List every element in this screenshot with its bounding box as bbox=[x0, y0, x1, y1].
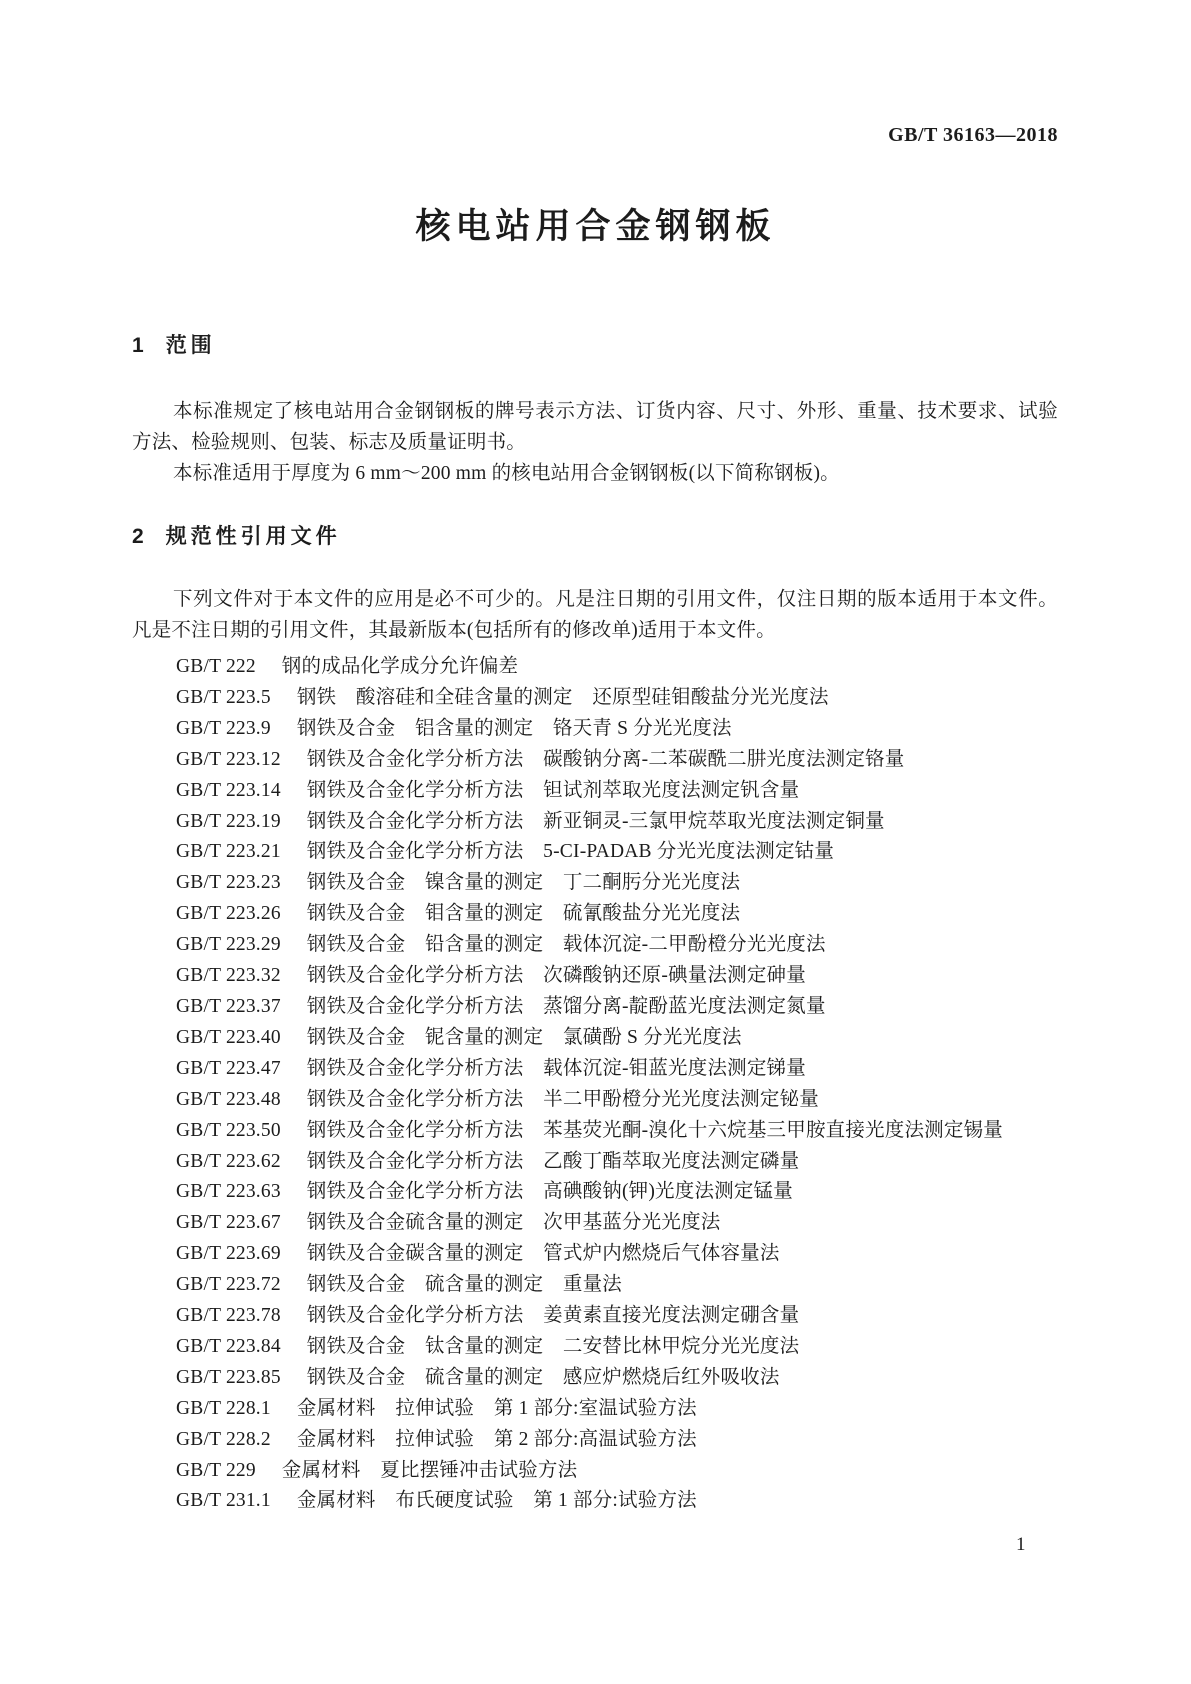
reference-item bbox=[132, 1486, 1058, 1517]
reference-item bbox=[132, 1023, 1058, 1054]
reference-item bbox=[132, 1394, 1058, 1425]
paragraph: 本标准适用于厚度为 6 mm～200 mm 的核电站用合金钢钢板(以下简称钢板)。 bbox=[173, 463, 840, 484]
reference-item bbox=[132, 992, 1058, 1023]
reference-text: 钢铁及合金 铝含量的测定 铬天青 S 分光光度法 bbox=[296, 717, 732, 739]
reference-text: 钢铁及合金化学分析方法 次磷酸钠还原-碘量法测定砷量 bbox=[306, 965, 806, 987]
reference-code: GB/T 223.14 bbox=[176, 779, 281, 801]
reference-code: GB/T 223.21 bbox=[176, 841, 281, 863]
reference-text: 钢铁及合金 钛含量的测定 二安替比林甲烷分光光度法 bbox=[306, 1335, 800, 1357]
reference-code: GB/T 223.50 bbox=[176, 1119, 281, 1141]
clause-number: 2 bbox=[132, 525, 144, 548]
reference-code: GB/T 223.67 bbox=[176, 1212, 281, 1234]
document-title: 核电站用合金钢钢板 bbox=[415, 207, 776, 246]
reference-code: GB/T 223.69 bbox=[176, 1243, 281, 1265]
reference-code: GB/T 223.9 bbox=[176, 717, 271, 739]
reference-code: GB/T 223.48 bbox=[176, 1088, 281, 1110]
reference-text: 钢铁及合金化学分析方法 5-CI-PADAB 分光光度法测定钴量 bbox=[306, 841, 835, 863]
reference-code: GB/T 228.1 bbox=[176, 1397, 271, 1419]
reference-item bbox=[132, 1208, 1058, 1239]
section-heading bbox=[132, 523, 1058, 551]
reference-item bbox=[132, 652, 1058, 683]
paragraph: 下列文件对于本文件的应用是必不可少的。凡是注日期的引用文件，仅注日期的版本适用于本文件。凡是不注日期的引用文件，其最新版本(包括所有的修改单)适用于本文件。 bbox=[132, 589, 1058, 641]
reference-text: 钢铁及合金化学分析方法 钽试剂萃取光度法测定钒含量 bbox=[306, 779, 800, 801]
reference-item bbox=[132, 1147, 1058, 1178]
reference-code: GB/T 222 bbox=[176, 656, 256, 677]
reference-code: GB/T 223.63 bbox=[176, 1181, 281, 1203]
clause-title: 范围 bbox=[165, 334, 216, 357]
reference-item bbox=[132, 1054, 1058, 1085]
reference-code: GB/T 223.37 bbox=[176, 995, 281, 1017]
clause-title: 规范性引用文件 bbox=[165, 525, 341, 548]
reference-code: GB/T 223.40 bbox=[176, 1026, 281, 1048]
reference-code: GB/T 223.29 bbox=[176, 934, 281, 956]
clause-number: 1 bbox=[132, 334, 144, 357]
reference-text: 钢铁及合金化学分析方法 乙酸丁酯萃取光度法测定磷量 bbox=[306, 1150, 800, 1172]
reference-code: GB/T 223.47 bbox=[176, 1057, 281, 1079]
reference-text: 金属材料 拉伸试验 第 1 部分:室温试验方法 bbox=[296, 1397, 697, 1419]
reference-item bbox=[132, 837, 1058, 868]
reference-item bbox=[132, 1332, 1058, 1363]
standard-number-header: GB/T 36163—2018 bbox=[888, 124, 1058, 146]
reference-text: 钢铁及合金碳含量的测定 管式炉内燃烧后气体容量法 bbox=[306, 1243, 780, 1265]
reference-code: GB/T 223.5 bbox=[176, 686, 271, 708]
reference-item bbox=[132, 961, 1058, 992]
reference-item bbox=[132, 1085, 1058, 1116]
reference-item bbox=[132, 1456, 1058, 1487]
reference-item bbox=[132, 776, 1058, 807]
reference-text: 钢铁及合金 硫含量的测定 感应炉燃烧后红外吸收法 bbox=[306, 1366, 780, 1388]
section-normative-references bbox=[132, 523, 1058, 1517]
reference-item bbox=[132, 1301, 1058, 1332]
reference-item bbox=[132, 683, 1058, 714]
reference-text: 钢铁及合金 钼含量的测定 硫氰酸盐分光光度法 bbox=[306, 903, 741, 925]
reference-text: 钢铁及合金 铌含量的测定 氯磺酚 S 分光光度法 bbox=[306, 1026, 742, 1048]
reference-text: 钢的成品化学成分允许偏差 bbox=[281, 656, 519, 677]
reference-item bbox=[132, 745, 1058, 776]
reference-text: 金属材料 夏比摆锤冲击试验方法 bbox=[281, 1459, 578, 1481]
reference-item bbox=[132, 868, 1058, 899]
reference-code: GB/T 231.1 bbox=[176, 1490, 271, 1512]
reference-text: 钢铁及合金 铅含量的测定 载体沉淀-二甲酚橙分光光度法 bbox=[306, 934, 826, 956]
reference-text: 钢铁及合金化学分析方法 高碘酸钠(钾)光度法测定锰量 bbox=[306, 1181, 793, 1203]
reference-code: GB/T 223.85 bbox=[176, 1366, 281, 1388]
reference-code: GB/T 223.62 bbox=[176, 1150, 281, 1172]
reference-text: 钢铁及合金 镍含量的测定 丁二酮肟分光光度法 bbox=[306, 872, 741, 894]
reference-code: GB/T 229 bbox=[176, 1459, 256, 1481]
reference-item bbox=[132, 930, 1058, 961]
reference-code: GB/T 223.12 bbox=[176, 748, 281, 770]
reference-text: 钢铁及合金 硫含量的测定 重量法 bbox=[306, 1274, 622, 1296]
reference-item bbox=[132, 899, 1058, 930]
reference-item bbox=[132, 807, 1058, 838]
reference-list bbox=[132, 652, 1058, 1517]
section-scope bbox=[132, 332, 1058, 489]
reference-code: GB/T 223.84 bbox=[176, 1335, 281, 1357]
reference-text: 钢铁及合金硫含量的测定 次甲基蓝分光光度法 bbox=[306, 1212, 721, 1234]
reference-text: 钢铁及合金化学分析方法 蒸馏分离-靛酚蓝光度法测定氮量 bbox=[306, 995, 826, 1017]
reference-item bbox=[132, 1177, 1058, 1208]
section-heading bbox=[132, 332, 1058, 360]
reference-text: 钢铁及合金化学分析方法 姜黄素直接光度法测定硼含量 bbox=[306, 1305, 800, 1327]
reference-item bbox=[132, 1116, 1058, 1147]
reference-item bbox=[132, 1239, 1058, 1270]
reference-text: 钢铁及合金化学分析方法 新亚铜灵-三氯甲烷萃取光度法测定铜量 bbox=[306, 810, 885, 832]
reference-text: 钢铁及合金化学分析方法 载体沉淀-钼蓝光度法测定锑量 bbox=[306, 1057, 806, 1079]
reference-item bbox=[132, 1270, 1058, 1301]
reference-code: GB/T 223.72 bbox=[176, 1274, 281, 1296]
reference-text: 金属材料 拉伸试验 第 2 部分:高温试验方法 bbox=[296, 1428, 697, 1450]
reference-item bbox=[132, 1363, 1058, 1394]
reference-code: GB/T 223.32 bbox=[176, 965, 281, 987]
reference-code: GB/T 223.19 bbox=[176, 810, 281, 832]
page-number: 1 bbox=[1016, 1534, 1026, 1555]
reference-text: 钢铁及合金化学分析方法 半二甲酚橙分光光度法测定铋量 bbox=[306, 1088, 819, 1110]
reference-text: 金属材料 布氏硬度试验 第 1 部分:试验方法 bbox=[296, 1490, 697, 1512]
reference-text: 钢铁及合金化学分析方法 苯基荧光酮-溴化十六烷基三甲胺直接光度法测定锡量 bbox=[306, 1119, 1003, 1141]
reference-code: GB/T 223.23 bbox=[176, 872, 281, 894]
reference-text: 钢铁 酸溶硅和全硅含量的测定 还原型硅钼酸盐分光光度法 bbox=[296, 686, 829, 708]
reference-item bbox=[132, 1425, 1058, 1456]
reference-code: GB/T 228.2 bbox=[176, 1428, 271, 1450]
paragraph: 本标准规定了核电站用合金钢钢板的牌号表示方法、订货内容、尺寸、外形、重量、技术要求、试验方法、检验规则、包装、标志及质量证明书。 bbox=[132, 401, 1058, 453]
reference-item bbox=[132, 714, 1058, 745]
reference-text: 钢铁及合金化学分析方法 碳酸钠分离-二苯碳酰二肼光度法测定铬量 bbox=[306, 748, 905, 770]
reference-code: GB/T 223.26 bbox=[176, 903, 281, 925]
reference-code: GB/T 223.78 bbox=[176, 1305, 281, 1327]
